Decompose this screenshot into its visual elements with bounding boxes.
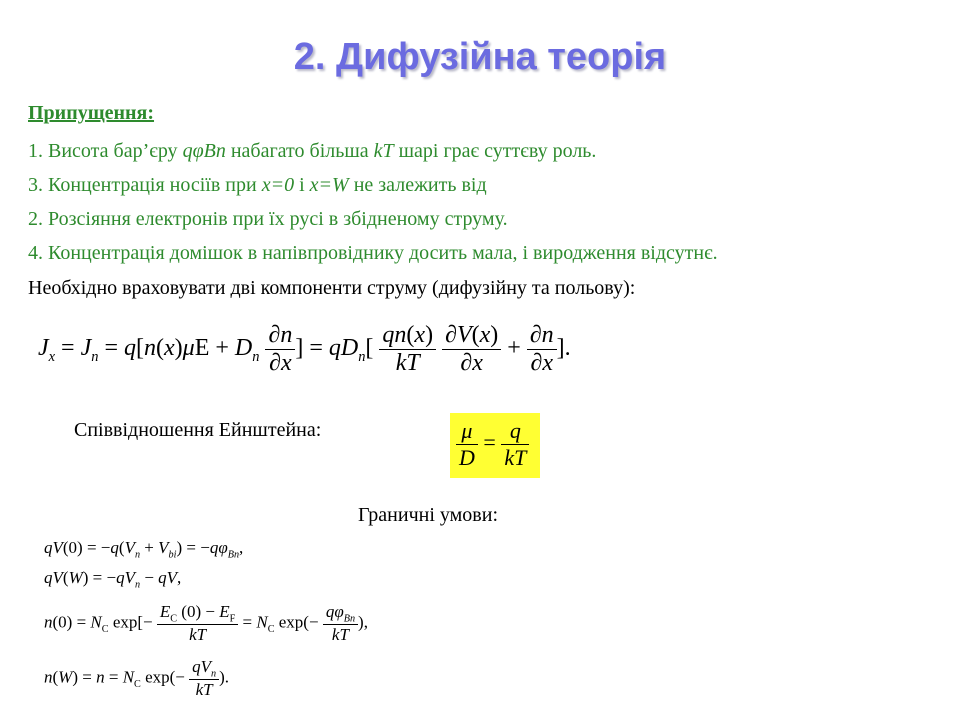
assumption-3-and: і bbox=[294, 174, 310, 196]
assumption-2: 2. Розсіяння електронів при їх русі в збідненому струму. bbox=[28, 208, 508, 230]
boundary-eq-4: $n(W) = n = N_C$ exp(− $\frac{qV_n}{kT}$ ). bbox=[44, 657, 230, 700]
boundary-eq-2: $qV(W) = -qV_n$ − qV, bbox=[44, 568, 182, 591]
boundary-label: Граничні умови: bbox=[358, 504, 498, 526]
note-text: Необхідно враховувати дві компоненти струму (дифузійну та польову): bbox=[28, 277, 636, 299]
assumption-1-text-a: 1. Висота бар’єру bbox=[28, 140, 183, 162]
boundary-eq-3: $n(0) = N_C$ exp[− $\frac{E_C (0) - E_F}{kT}$ = $N_C$ exp(− $\frac{q\varphi_{Bn}}{kT}$ ), bbox=[44, 602, 368, 645]
assumption-1-text-b: набагато більша bbox=[225, 140, 374, 162]
assumption-1-symbol: qφBn bbox=[182, 140, 226, 162]
assumption-4: 4. Концентрація домішок в напівпровіднику досить мала, і виродження відсутнє. bbox=[28, 242, 718, 264]
einstein-formula: $\frac{\mu}{D}$ = $\frac{q}{kT}$ bbox=[456, 418, 529, 471]
assumption-3-text-b: не залежить від bbox=[348, 174, 487, 196]
boundary-eq-1: $qV(0) = -q(V_n + V_{bi}) = -q\varphi_{Bn}$, bbox=[44, 538, 244, 561]
assumption-1-kt: kT bbox=[373, 140, 394, 162]
current-equation: $J_x = J_n = q[n(x)\mu E + D_n$ $\frac{\partial n}{\partial x}$ ] = $qD_n$[ $\frac{qn(x)}{kT}$ $\frac{\partial V(x)}{\partial x}$ + $\frac{\partial n}{\partial x}$ ]. bbox=[38, 322, 571, 376]
assumption-3-xw: x=W bbox=[309, 174, 349, 196]
assumption-1 bbox=[28, 140, 596, 163]
assumption-3-text-a: 3. Концентрація носіїв при bbox=[28, 174, 262, 196]
assumption-3-x0: x=0 bbox=[261, 174, 295, 196]
page-title: 2. Дифузійна теорія bbox=[293, 36, 667, 78]
einstein-label: Співвідношення Ейнштейна: bbox=[74, 419, 322, 441]
assumption-1-text-c: шарі грає суттєву роль. bbox=[393, 140, 597, 162]
assumptions-heading: Припущення: bbox=[28, 102, 155, 124]
assumption-3 bbox=[28, 174, 487, 197]
